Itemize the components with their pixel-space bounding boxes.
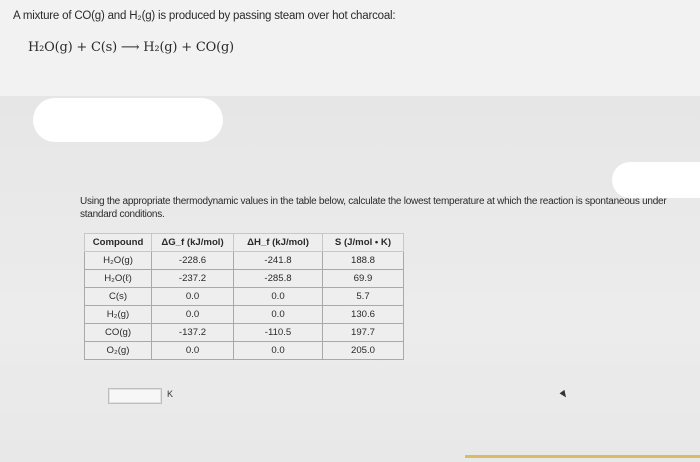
compound-cell: H₂O(g) <box>85 252 152 270</box>
gibbs-cell: -228.6 <box>152 252 234 270</box>
enthalpy-cell: 0.0 <box>234 288 323 306</box>
entropy-cell: 205.0 <box>323 342 404 360</box>
compound-cell: H₂(g) <box>85 306 152 324</box>
entropy-cell: 130.6 <box>323 306 404 324</box>
gibbs-cell: -237.2 <box>152 270 234 288</box>
table-row <box>85 342 404 360</box>
table-row <box>85 306 404 324</box>
compound-cell: O₂(g) <box>85 342 152 360</box>
table-header-row <box>85 234 404 252</box>
redacted-region-right <box>612 162 700 198</box>
entropy-cell: 5.7 <box>323 288 404 306</box>
enthalpy-cell: -110.5 <box>234 324 323 342</box>
gibbs-cell: 0.0 <box>152 342 234 360</box>
entropy-cell: 188.8 <box>323 252 404 270</box>
gibbs-cell: 0.0 <box>152 306 234 324</box>
answer-unit-label: K <box>167 389 174 399</box>
table-row <box>85 324 404 342</box>
redacted-region-left <box>33 98 223 142</box>
question-intro: A mixture of CO(g) and H₂(g) is produced by passing steam over hot charcoal: <box>13 10 396 22</box>
enthalpy-cell: 0.0 <box>234 342 323 360</box>
entropy-cell: 197.7 <box>323 324 404 342</box>
compound-cell: C(s) <box>85 288 152 306</box>
thermodynamic-values-table <box>84 233 404 360</box>
enthalpy-cell: -241.8 <box>234 252 323 270</box>
gibbs-cell: -137.2 <box>152 324 234 342</box>
column-header-entropy: S (J/mol • K) <box>323 234 404 252</box>
reaction-equation: H₂O(g) + C(s) ⟶ H₂(g) + CO(g) <box>28 40 234 55</box>
question-instructions: Using the appropriate thermodynamic values in the table below, calculate the lowest temperature at which the reaction is spontaneous under standard conditions. <box>80 196 667 220</box>
enthalpy-cell: 0.0 <box>234 306 323 324</box>
gibbs-cell: 0.0 <box>152 288 234 306</box>
table-row <box>85 270 404 288</box>
table-row <box>85 252 404 270</box>
answer-input[interactable] <box>108 388 162 404</box>
column-header-enthalpy: ΔH_f (kJ/mol) <box>234 234 323 252</box>
column-header-gibbs: ΔG_f (kJ/mol) <box>152 234 234 252</box>
compound-cell: CO(g) <box>85 324 152 342</box>
compound-cell: H₂O(ℓ) <box>85 270 152 288</box>
entropy-cell: 69.9 <box>323 270 404 288</box>
bottom-accent-bar <box>465 455 700 458</box>
enthalpy-cell: -285.8 <box>234 270 323 288</box>
column-header-compound: Compound <box>85 234 152 252</box>
table-row <box>85 288 404 306</box>
